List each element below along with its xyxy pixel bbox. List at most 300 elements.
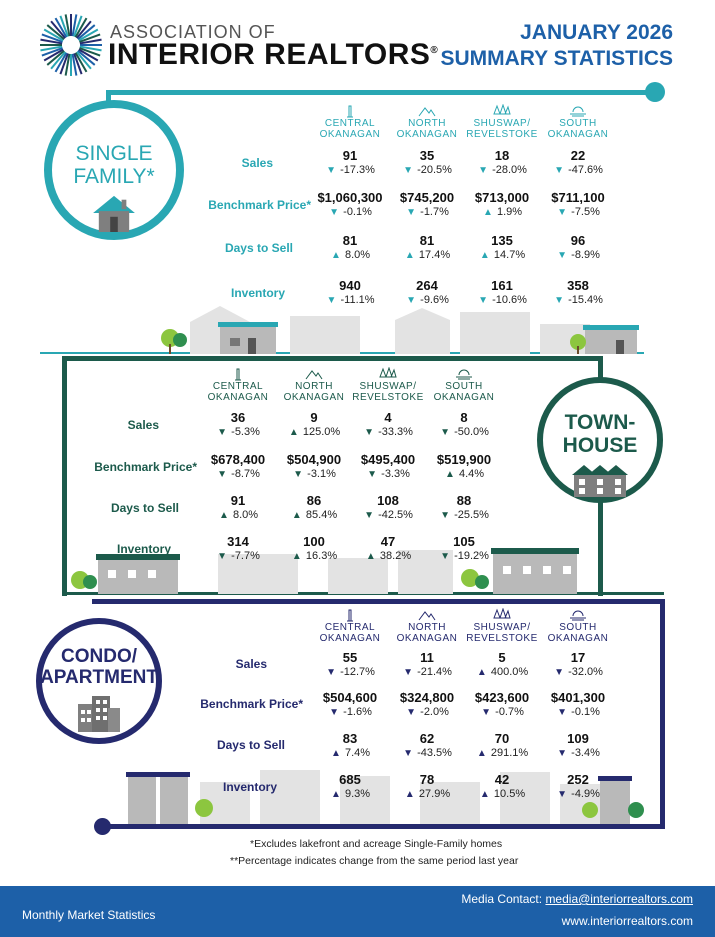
mountains-icon (305, 367, 323, 379)
sf-benchmark-change-text: -0.1% (340, 206, 372, 218)
th-benchmark-cell (346, 452, 430, 482)
sf-benchmark-cell (536, 190, 620, 220)
th-inventory-cell (422, 534, 506, 564)
arrow-up-icon: ▲ (482, 207, 493, 218)
sf-benchmark-change (460, 205, 544, 220)
th-frame-left (62, 356, 67, 596)
th-benchmark-change (346, 467, 430, 482)
arrow-up-icon: ▲ (476, 667, 487, 678)
co-sales-change (460, 665, 544, 680)
co-days-cell (536, 731, 620, 761)
co-inventory-change (385, 787, 469, 802)
sf-benchmark-cell (308, 190, 392, 220)
arrow-down-icon: ▼ (329, 207, 340, 218)
th-benchmark-cell (196, 452, 280, 482)
th-inventory-change-text: -7.7% (228, 550, 260, 562)
th-days-change (346, 508, 430, 523)
arrow-down-icon: ▼ (557, 250, 568, 261)
co-inventory-value: 252 (567, 772, 589, 787)
sf-sales-change (385, 163, 469, 178)
sf-metric-inventory: Inventory (230, 286, 285, 300)
arrow-down-icon: ▼ (403, 748, 413, 759)
website-link[interactable]: www.interiorrealtors.com (561, 914, 693, 928)
co-benchmark-change (385, 705, 469, 720)
co-days-change-text: 291.1% (487, 747, 529, 759)
condo-badge (36, 618, 162, 744)
org-name (108, 38, 438, 72)
th-sales-cell (422, 410, 506, 440)
th-days-cell (272, 493, 356, 523)
arrow-down-icon: ▼ (557, 789, 568, 800)
sf-sales-cell (385, 148, 469, 178)
sf-sales-change (308, 163, 392, 178)
sf-benchmark-change-text: 1.9% (493, 206, 523, 218)
co-benchmark-change (308, 705, 392, 720)
th-sales-change (272, 425, 356, 440)
th-benchmark-change (422, 467, 506, 482)
th-days-value: 86 (306, 493, 322, 508)
sf-days-change-text: 17.4% (415, 249, 451, 261)
th-days-change (196, 508, 280, 523)
org-name-line2: INTERIOR REALTORS (108, 38, 431, 71)
sf-inventory-value: 161 (491, 278, 513, 293)
th-metric-sales: Sales (127, 418, 159, 432)
th-sales-value: 36 (230, 410, 246, 425)
th-sales-change-text: 125.0% (299, 426, 341, 438)
arrow-down-icon: ▼ (481, 707, 492, 718)
sf-sales-value: 22 (570, 148, 586, 163)
th-inventory-change-text: 16.3% (302, 550, 338, 562)
th-sales-value: 9 (310, 410, 318, 425)
th-benchmark-value: $495,400 (360, 452, 416, 467)
sf-days-change-text: -8.9% (568, 249, 600, 261)
arrow-down-icon: ▼ (326, 165, 336, 176)
th-sales-change-text: -5.3% (228, 426, 260, 438)
th-sales-change (196, 425, 280, 440)
th-benchmark-change (272, 467, 356, 482)
sf-days-change-text: 14.7% (490, 249, 526, 261)
co-benchmark-cell (536, 690, 620, 720)
apartment-building-icon (76, 694, 122, 732)
arrow-down-icon: ▼ (406, 707, 417, 718)
sf-sales-cell (536, 148, 620, 178)
org-name-line1: ASSOCIATION OF (110, 22, 276, 42)
footer-left-text: Monthly Market Statistics (22, 908, 156, 922)
arrow-down-icon: ▼ (364, 510, 374, 521)
sf-inventory-cell (536, 278, 620, 308)
th-benchmark-change-text: -3.3% (378, 468, 410, 480)
co-metric-benchmark: Benchmark Price* (200, 697, 303, 711)
co-days-change (308, 746, 392, 761)
sf-inventory-change-text: -15.4% (565, 294, 603, 306)
sf-days-value: 81 (342, 233, 358, 248)
arrow-up-icon: ▲ (291, 510, 302, 521)
condo-label-line2: APARTMENT (40, 667, 158, 688)
arrow-down-icon: ▼ (364, 427, 374, 438)
trees-icon (493, 104, 511, 116)
co-benchmark-change-text: -2.0% (417, 706, 449, 718)
th-benchmark-cell (422, 452, 506, 482)
sf-region-header-shuswap: SHUSWAP/ REVELSTOKE (460, 104, 544, 140)
sf-days-cell (308, 233, 392, 263)
sf-days-value: 135 (491, 233, 513, 248)
th-metric-benchmark: Benchmark Price* (94, 460, 197, 474)
sf-benchmark-value: $745,200 (399, 190, 455, 205)
sf-inventory-cell (460, 278, 544, 308)
co-days-change-text: -43.5% (414, 747, 452, 759)
sf-days-value: 96 (570, 233, 586, 248)
th-sales-cell (196, 410, 280, 440)
co-sales-change (385, 665, 469, 680)
single-family-label-line1: SINGLE (75, 142, 153, 165)
sf-days-change-text: 8.0% (341, 249, 371, 261)
th-sales-change (422, 425, 506, 440)
th-benchmark-value: $504,900 (286, 452, 342, 467)
arrow-down-icon: ▼ (440, 510, 450, 521)
th-benchmark-change-text: -3.1% (304, 468, 336, 480)
sf-inventory-value: 358 (567, 278, 589, 293)
sf-inventory-change-text: -9.6% (417, 294, 449, 306)
th-sales-value: 4 (384, 410, 392, 425)
co-sales-change-text: 400.0% (487, 666, 529, 678)
sf-inventory-change (308, 293, 392, 308)
th-days-change-text: 85.4% (302, 509, 338, 521)
arrow-down-icon: ▼ (478, 295, 488, 306)
co-inventory-cell (385, 772, 469, 802)
arrow-down-icon: ▼ (329, 707, 340, 718)
sf-benchmark-value: $1,060,300 (317, 190, 383, 205)
townhouse-label-line1: TOWN- (564, 411, 636, 434)
th-days-change (422, 508, 506, 523)
condo-label (40, 646, 158, 688)
sf-inventory-change-text: -11.1% (337, 294, 375, 306)
th-days-change (272, 508, 356, 523)
co-benchmark-cell (460, 690, 544, 720)
co-days-value: 109 (567, 731, 589, 746)
co-inventory-change-text: 10.5% (490, 788, 526, 800)
co-benchmark-change (460, 705, 544, 720)
th-metric-days: Days to Sell (110, 501, 179, 515)
sf-sales-value: 91 (342, 148, 358, 163)
arrow-up-icon: ▲ (288, 427, 299, 438)
th-days-value: 88 (456, 493, 472, 508)
arrow-down-icon: ▼ (440, 551, 450, 562)
sf-inventory-change (460, 293, 544, 308)
arrow-up-icon: ▲ (404, 789, 415, 800)
th-inventory-value: 100 (303, 534, 325, 549)
single-family-label (73, 142, 154, 188)
townhouse-icon (570, 463, 630, 497)
sf-inventory-value: 264 (416, 278, 438, 293)
sf-benchmark-cell (460, 190, 544, 220)
single-family-badge (44, 100, 184, 240)
th-days-cell (422, 493, 506, 523)
co-days-change (460, 746, 544, 761)
sf-sales-change (460, 163, 544, 178)
trees-icon (379, 367, 397, 379)
co-inventory-change-text: -4.9% (568, 788, 600, 800)
th-inventory-cell (196, 534, 280, 564)
sf-benchmark-change (385, 205, 469, 220)
co-days-change-text: -3.4% (568, 747, 600, 759)
th-benchmark-cell (272, 452, 356, 482)
th-benchmark-change-text: -8.7% (228, 468, 260, 480)
arrow-down-icon: ▼ (326, 667, 336, 678)
arrow-down-icon: ▼ (293, 469, 304, 480)
sf-inventory-change (385, 293, 469, 308)
sf-sales-change-text: -47.6% (565, 164, 603, 176)
th-benchmark-change (196, 467, 280, 482)
sf-days-cell (385, 233, 469, 263)
mountains-icon (418, 104, 436, 116)
co-sales-cell (308, 650, 392, 680)
media-contact (461, 892, 693, 906)
th-inventory-change (422, 549, 506, 564)
townhouse-label (563, 411, 638, 457)
co-metric-days: Days to Sell (216, 738, 285, 752)
sf-sales-change-text: -20.5% (414, 164, 452, 176)
sunset-icon (569, 104, 587, 116)
co-sales-change-text: -32.0% (565, 666, 603, 678)
co-benchmark-change (536, 705, 620, 720)
footnote-percentage: **Percentage indicates change from the same period last year (230, 855, 519, 867)
townhouse-label-line2: HOUSE (562, 434, 638, 457)
co-sales-value: 55 (342, 650, 358, 665)
sf-inventory-change-text: -10.6% (489, 294, 527, 306)
sf-days-change (308, 248, 392, 263)
co-days-cell (308, 731, 392, 761)
sf-benchmark-value: $711,100 (551, 190, 605, 205)
arrow-up-icon: ▲ (444, 469, 455, 480)
arrow-down-icon: ▼ (557, 207, 568, 218)
arrow-down-icon: ▼ (403, 667, 413, 678)
lighthouse-icon (341, 104, 359, 116)
arrow-up-icon: ▲ (404, 250, 415, 261)
arrow-down-icon: ▼ (406, 295, 417, 306)
arrow-up-icon: ▲ (476, 748, 487, 759)
sf-days-change (460, 248, 544, 263)
co-inventory-change-text: 9.3% (341, 788, 371, 800)
sf-region-header-south: SOUTH OKANAGAN (536, 104, 620, 140)
co-inventory-value: 78 (419, 772, 435, 787)
condo-label-line1: CONDO/ (61, 646, 137, 667)
sf-region-header-north: NORTH OKANAGAN (385, 104, 469, 140)
co-benchmark-change-text: -0.1% (568, 706, 600, 718)
arrow-up-icon: ▲ (330, 748, 341, 759)
th-days-value: 108 (377, 493, 399, 508)
th-sales-change-text: -33.3% (375, 426, 413, 438)
co-region-header-north: NORTH OKANAGAN (385, 608, 469, 644)
co-days-value: 83 (342, 731, 358, 746)
arrow-down-icon: ▼ (554, 165, 564, 176)
registered-mark: ® (430, 45, 439, 56)
townhouse-badge (537, 377, 663, 503)
co-inventory-cell (460, 772, 544, 802)
th-days-change-text: 8.0% (229, 509, 259, 521)
co-sales-value: 5 (498, 650, 506, 665)
sf-benchmark-change (308, 205, 392, 220)
sunset-icon (569, 608, 587, 620)
sf-sales-cell (460, 148, 544, 178)
sf-sales-cell (308, 148, 392, 178)
th-inventory-change-text: 38.2% (376, 550, 412, 562)
report-month: JANUARY 2026 (520, 21, 673, 44)
co-benchmark-value: $423,600 (474, 690, 530, 705)
th-benchmark-change-text: 4.4% (455, 468, 485, 480)
co-sales-cell (536, 650, 620, 680)
th-inventory-value: 105 (453, 534, 475, 549)
co-sales-change-text: -12.7% (337, 666, 375, 678)
arrow-down-icon: ▼ (554, 667, 564, 678)
co-sales-cell (460, 650, 544, 680)
co-inventory-change-text: 27.9% (415, 788, 451, 800)
th-days-value: 91 (230, 493, 246, 508)
co-days-cell (460, 731, 544, 761)
co-inventory-change (308, 787, 392, 802)
co-inventory-change (460, 787, 544, 802)
th-frame-top (62, 356, 602, 361)
arrow-down-icon: ▼ (217, 551, 228, 562)
sf-benchmark-change (536, 205, 620, 220)
co-days-value: 70 (494, 731, 510, 746)
media-contact-email-link[interactable]: media@interiorrealtors.com (545, 892, 693, 906)
co-inventory-cell (308, 772, 392, 802)
sf-days-change (536, 248, 620, 263)
arrow-down-icon: ▼ (554, 295, 564, 306)
sf-inventory-cell (385, 278, 469, 308)
report-title (440, 20, 673, 72)
co-benchmark-change-text: -0.7% (492, 706, 524, 718)
co-frame-bottom (105, 824, 665, 829)
th-days-change-text: -42.5% (375, 509, 413, 521)
th-benchmark-value: $519,900 (436, 452, 492, 467)
arrow-up-icon: ▲ (479, 789, 490, 800)
sf-benchmark-cell (385, 190, 469, 220)
house-icon (90, 194, 138, 232)
arrow-down-icon: ▼ (478, 165, 488, 176)
co-benchmark-value: $504,600 (322, 690, 378, 705)
footer-bar (0, 886, 715, 937)
arrow-up-icon: ▲ (218, 510, 229, 521)
arrow-down-icon: ▼ (557, 748, 568, 759)
th-days-cell (346, 493, 430, 523)
lighthouse-icon (229, 367, 247, 379)
th-inventory-change-text: -19.2% (451, 550, 489, 562)
arrow-down-icon: ▼ (403, 165, 413, 176)
sf-inventory-change (536, 293, 620, 308)
arrow-down-icon: ▼ (557, 707, 568, 718)
th-inventory-change (346, 549, 430, 564)
sf-days-value: 81 (419, 233, 435, 248)
co-metric-sales: Sales (235, 657, 267, 671)
sf-sales-change-text: -17.3% (337, 164, 375, 176)
sf-sales-change (536, 163, 620, 178)
sf-metric-days: Days to Sell (224, 241, 293, 255)
arrow-up-icon: ▲ (330, 250, 341, 261)
th-inventory-value: 47 (380, 534, 396, 549)
th-inventory-change (272, 549, 356, 564)
mountains-icon (418, 608, 436, 620)
th-days-cell (196, 493, 280, 523)
co-metric-inventory: Inventory (222, 780, 277, 794)
th-sales-value: 8 (460, 410, 468, 425)
sf-benchmark-value: $713,000 (474, 190, 530, 205)
th-region-header-shuswap: SHUSWAP/ REVELSTOKE (346, 367, 430, 403)
sf-region-header-central: CENTRAL OKANAGAN (308, 104, 392, 140)
co-sales-value: 17 (570, 650, 586, 665)
co-sales-change (308, 665, 392, 680)
footnote-lakefront: *Excludes lakefront and acreage Single-Family homes (250, 838, 503, 850)
th-inventory-change (196, 549, 280, 564)
co-days-change (536, 746, 620, 761)
th-metric-inventory: Inventory (116, 542, 171, 556)
arrow-up-icon: ▲ (365, 551, 376, 562)
co-benchmark-value: $401,300 (550, 690, 606, 705)
arrow-down-icon: ▼ (367, 469, 378, 480)
arrow-down-icon: ▼ (217, 469, 228, 480)
logo-starburst-icon (38, 12, 104, 78)
report-subtitle: SUMMARY STATISTICS (440, 47, 673, 70)
th-sales-cell (346, 410, 430, 440)
co-sales-change-text: -21.4% (414, 666, 452, 678)
arrow-up-icon: ▲ (479, 250, 490, 261)
co-sales-change (536, 665, 620, 680)
th-region-header-north: NORTH OKANAGAN (272, 367, 356, 403)
sf-inventory-value: 940 (339, 278, 361, 293)
sf-benchmark-change-text: -1.7% (417, 206, 449, 218)
co-days-cell (385, 731, 469, 761)
arrow-up-icon: ▲ (330, 789, 341, 800)
th-days-change-text: -25.5% (451, 509, 489, 521)
sf-days-cell (460, 233, 544, 263)
co-sales-value: 11 (420, 650, 434, 665)
co-inventory-value: 685 (339, 772, 361, 787)
th-sales-cell (272, 410, 356, 440)
th-inventory-cell (272, 534, 356, 564)
sf-skyline-illustration (130, 300, 650, 354)
lighthouse-icon (341, 608, 359, 620)
sunset-icon (455, 367, 473, 379)
trees-icon (493, 608, 511, 620)
arrow-down-icon: ▼ (217, 427, 228, 438)
sf-days-change (385, 248, 469, 263)
co-benchmark-cell (308, 690, 392, 720)
sf-sales-value: 18 (494, 148, 510, 163)
co-region-header-central: CENTRAL OKANAGAN (308, 608, 392, 644)
sf-metric-benchmark: Benchmark Price* (208, 198, 311, 212)
co-days-value: 62 (419, 731, 435, 746)
th-benchmark-value: $678,400 (210, 452, 266, 467)
co-inventory-value: 42 (494, 772, 510, 787)
co-days-change (385, 746, 469, 761)
co-region-header-shuswap: SHUSWAP/ REVELSTOKE (460, 608, 544, 644)
co-frame-right (660, 599, 665, 825)
th-inventory-cell (346, 534, 430, 564)
media-contact-label: Media Contact: (461, 892, 546, 906)
sf-inventory-cell (308, 278, 392, 308)
sf-sales-change-text: -28.0% (489, 164, 527, 176)
th-sales-change-text: -50.0% (451, 426, 489, 438)
co-benchmark-value: $324,800 (399, 690, 455, 705)
sf-metric-sales: Sales (241, 156, 273, 170)
sf-days-cell (536, 233, 620, 263)
sf-connector-dot (645, 82, 665, 102)
th-region-header-south: SOUTH OKANAGAN (422, 367, 506, 403)
co-sales-cell (385, 650, 469, 680)
co-region-header-south: SOUTH OKANAGAN (536, 608, 620, 644)
arrow-down-icon: ▼ (440, 427, 450, 438)
arrow-down-icon: ▼ (326, 295, 337, 306)
